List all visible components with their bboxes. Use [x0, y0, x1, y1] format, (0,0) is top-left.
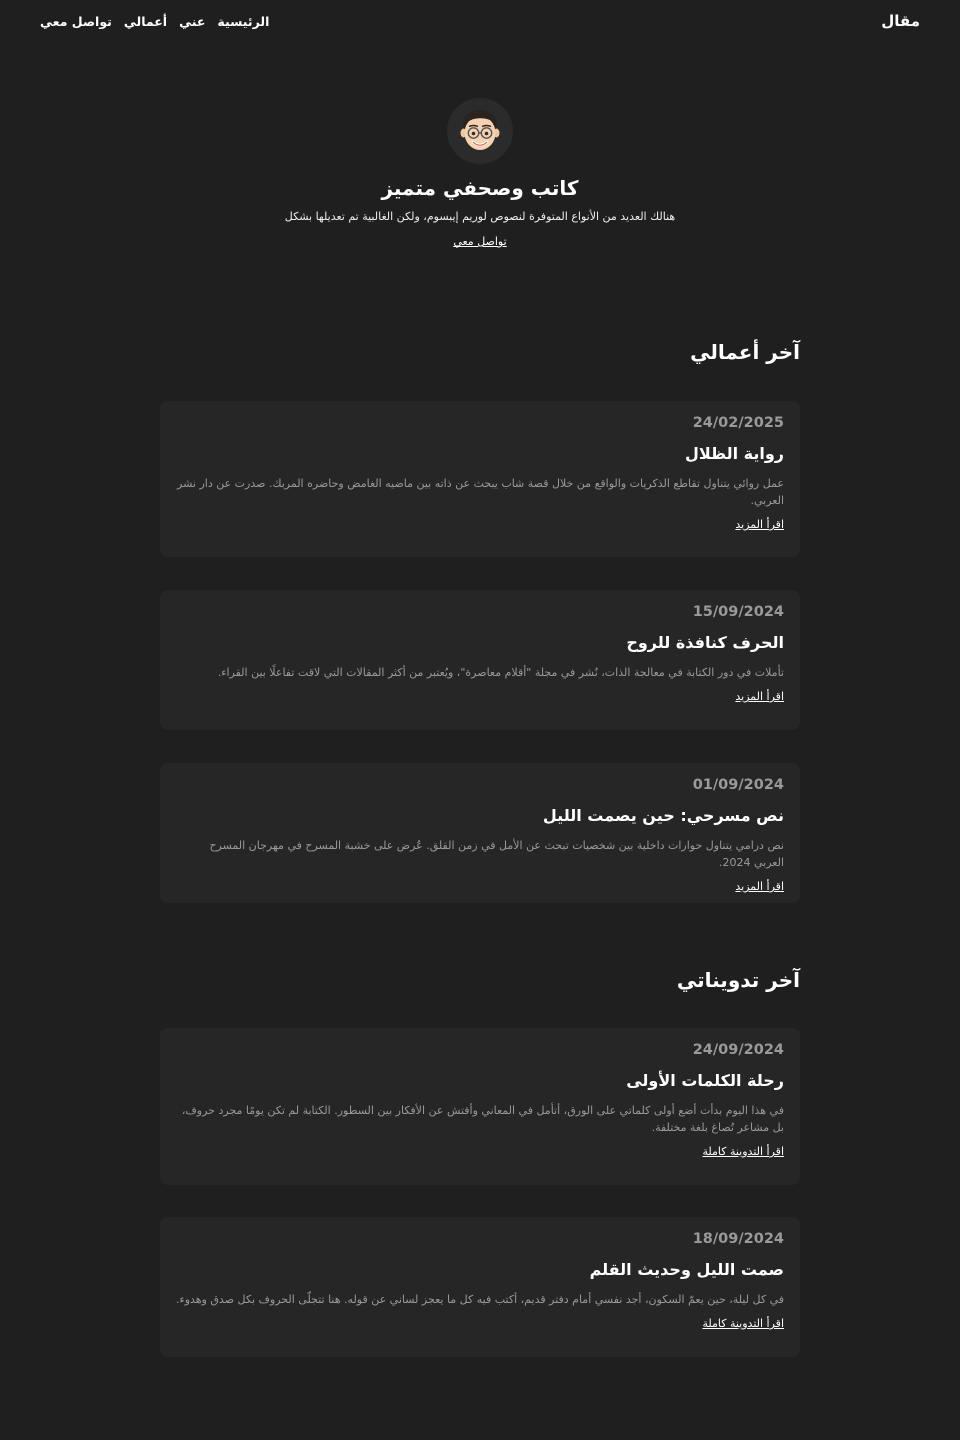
site-header [0, 0, 960, 42]
memoji-avatar-icon [451, 102, 509, 160]
read-more-link[interactable]: اقرأ المزيد [735, 518, 784, 531]
post-date: 24/09/2024 [692, 1042, 784, 1058]
work-title: رواية الظلال [684, 444, 784, 463]
works-section [160, 340, 800, 893]
hero-subtitle: هنالك العديد من الأنواع المتوفرة لنصوص لوريم إيبسوم، ولكن الغالبية تم تعديلها بشكل [284, 210, 676, 223]
work-description: تأملات في دور الكتابة في معالجة الذات، نُشر في مجلة "أقلام معاصرة"، ويُعتبر من أكثر المقالات التي لاقت تفاعلًا بين القراء. [217, 666, 784, 679]
nav-home[interactable]: الرئيسية [217, 13, 270, 29]
work-date: 01/09/2024 [692, 777, 784, 793]
brand-logo[interactable]: مقال [881, 12, 920, 30]
post-card [160, 1028, 800, 1185]
read-more-link[interactable]: اقرأ المزيد [735, 690, 784, 703]
works-title: آخر أعمالي [690, 340, 800, 364]
post-title: رحلة الكلمات الأولى [626, 1071, 784, 1090]
hero-title: كاتب وصحفي متميز [381, 176, 579, 200]
work-card [160, 590, 800, 730]
work-card [160, 401, 800, 557]
nav-about[interactable]: عني [179, 13, 206, 29]
post-card [160, 1217, 800, 1357]
main-nav [40, 14, 269, 29]
nav-contact[interactable]: تواصل معي [40, 13, 112, 29]
posts-title: آخر تدويناتي [676, 968, 800, 992]
avatar [447, 98, 513, 164]
work-card [160, 763, 800, 903]
work-description: عمل روائي يتناول تقاطع الذكريات والواقع من خلال قصة شاب يبحث عن ذاته بين ماضيه الغامض وحاضره المربك. صدرت عن دار نشر العربي. [177, 477, 784, 507]
work-date: 15/09/2024 [692, 604, 784, 620]
work-title: الحرف كنافذة للروح [626, 633, 784, 652]
work-description: نص درامي يتناول حوارات داخلية بين شخصيات تبحث عن الأمل في زمن القلق. عُرض على خشبة المسرح في مهرجان المسرح العربي 2024. [209, 839, 784, 869]
work-date: 24/02/2025 [692, 415, 784, 431]
posts-section [160, 968, 800, 1330]
contact-link[interactable]: تواصل معي [453, 235, 507, 248]
read-full-post-link[interactable]: اقرأ التدوينة كاملة [702, 1317, 784, 1330]
nav-works[interactable]: أعمالي [123, 13, 168, 29]
post-description: في كل ليلة، حين يعمّ السكون، أجد نفسي أمام دفتر قديم، أكتب فيه كل ما يعجز لساني عن قوله. هنا تتجلّى الحروف بكل صدق وهدوء. [176, 1293, 784, 1306]
work-title: نص مسرحي: حين يصمت الليل [542, 806, 784, 825]
post-title: صمت الليل وحديث القلم [589, 1260, 784, 1279]
post-description: في هذا اليوم بدأت أضع أولى كلماتي على الورق، أتأمل في المعاني وأفتش عن الأفكار بين السطور. الكتابة لم تكن يومًا مجرد حروف، بل مشاعر تُصاغ بلغة مختلفة. [181, 1104, 784, 1134]
post-date: 18/09/2024 [692, 1231, 784, 1247]
hero-section [0, 98, 960, 248]
read-full-post-link[interactable]: اقرأ التدوينة كاملة [702, 1145, 784, 1158]
read-more-link[interactable]: اقرأ المزيد [735, 880, 784, 893]
